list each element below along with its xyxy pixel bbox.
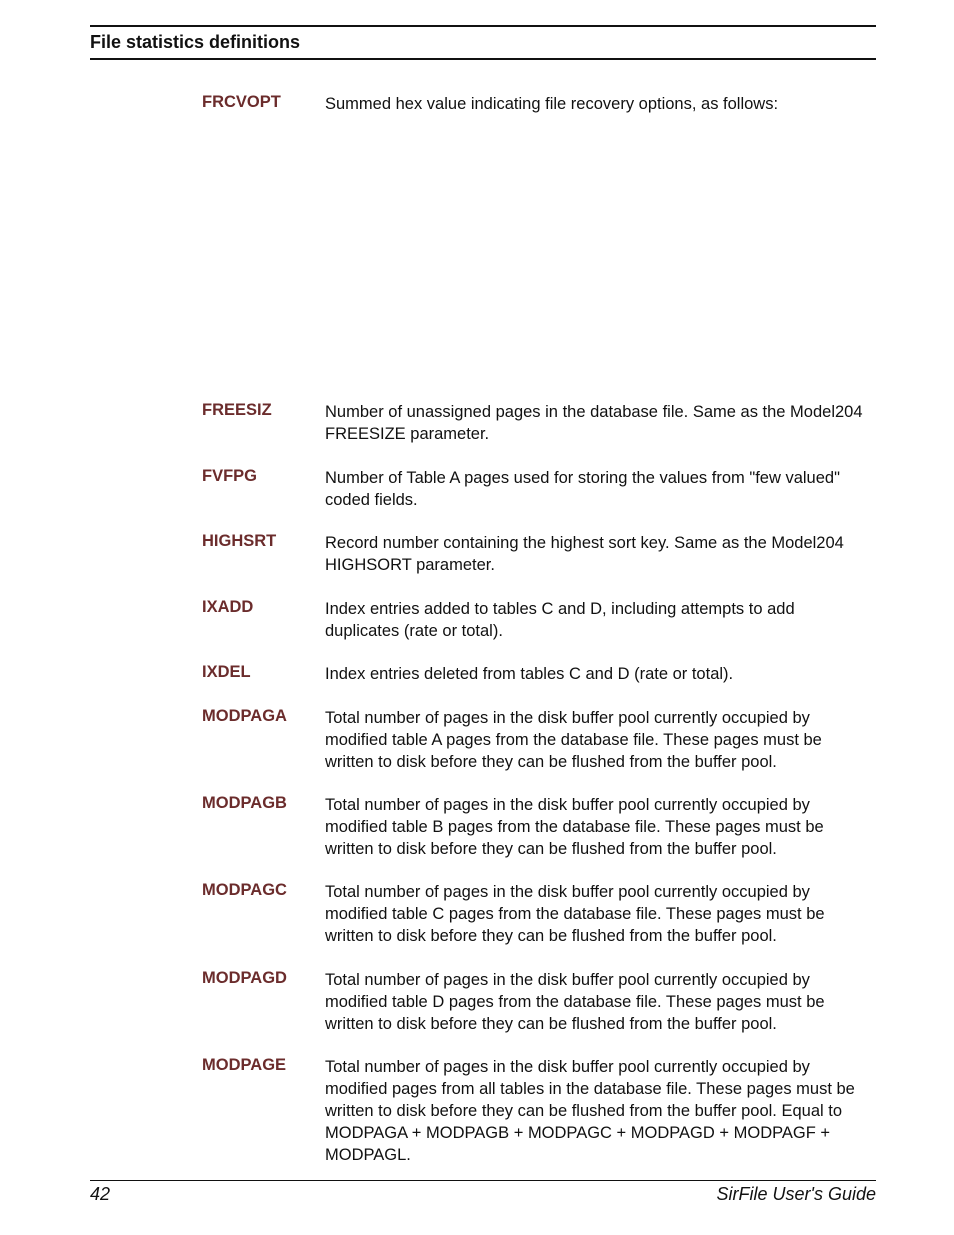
- header-bottom-rule: [90, 58, 876, 60]
- term-label: FVFPG: [202, 467, 258, 485]
- term-label: FRCVOPT: [202, 93, 281, 111]
- section-title: File statistics definitions: [90, 32, 301, 52]
- definition-text: Total number of pages in the disk buffer pool currently occupied by modified pages from all tables in the database file. These pages must be written to disk before they can be flushed from the buffer pool. Equal to MODPAGA + MODPAGB + MODPAGC + MODPAGD + MODPAGF + MODPAGL.: [325, 1058, 855, 1164]
- term-label: HIGHSRT: [202, 532, 277, 550]
- definition-text: Total number of pages in the disk buffer pool currently occupied by modified table C pages from the database file. These pages must be written to disk before they can be flushed from the buffer pool.: [325, 883, 825, 945]
- term-label: MODPAGC: [202, 881, 287, 899]
- term-label: IXDEL: [202, 663, 251, 681]
- definition-text: Number of unassigned pages in the database file. Same as the Model204 FREESIZE parameter.: [325, 403, 863, 443]
- page-number: 42: [90, 1184, 111, 1204]
- definition-text: Number of Table A pages used for storing the values from "few valued" coded fields.: [325, 469, 840, 509]
- term-label: MODPAGB: [202, 794, 287, 812]
- term-label: IXADD: [202, 598, 254, 616]
- term-label: MODPAGE: [202, 1056, 287, 1074]
- definition-text: Total number of pages in the disk buffer pool currently occupied by modified table A pages from the database file. These pages must be written to disk before they can be flushed from the buffer pool.: [325, 709, 822, 771]
- definition-text: Total number of pages in the disk buffer pool currently occupied by modified table B pages from the database file. These pages must be written to disk before they can be flushed from the buffer pool.: [325, 796, 824, 858]
- definition-text: Summed hex value indicating file recovery options, as follows:: [325, 95, 779, 113]
- definition-text: Index entries added to tables C and D, including attempts to add duplicates (rate or total).: [325, 600, 795, 640]
- definition-text: Index entries deleted from tables C and D (rate or total).: [325, 665, 734, 683]
- term-label: MODPAGA: [202, 707, 287, 725]
- definition-text: Total number of pages in the disk buffer pool currently occupied by modified table D pages from the database file. These pages must be written to disk before they can be flushed from the buffer pool.: [325, 971, 825, 1033]
- book-title: SirFile User's Guide: [716, 1184, 876, 1204]
- term-label: FREESIZ: [202, 401, 272, 419]
- footer-rule: [90, 1180, 876, 1181]
- term-label: MODPAGD: [202, 969, 287, 987]
- header-top-rule: [90, 25, 876, 27]
- definition-text: Record number containing the highest sort key. Same as the Model204 HIGHSORT parameter.: [325, 534, 844, 574]
